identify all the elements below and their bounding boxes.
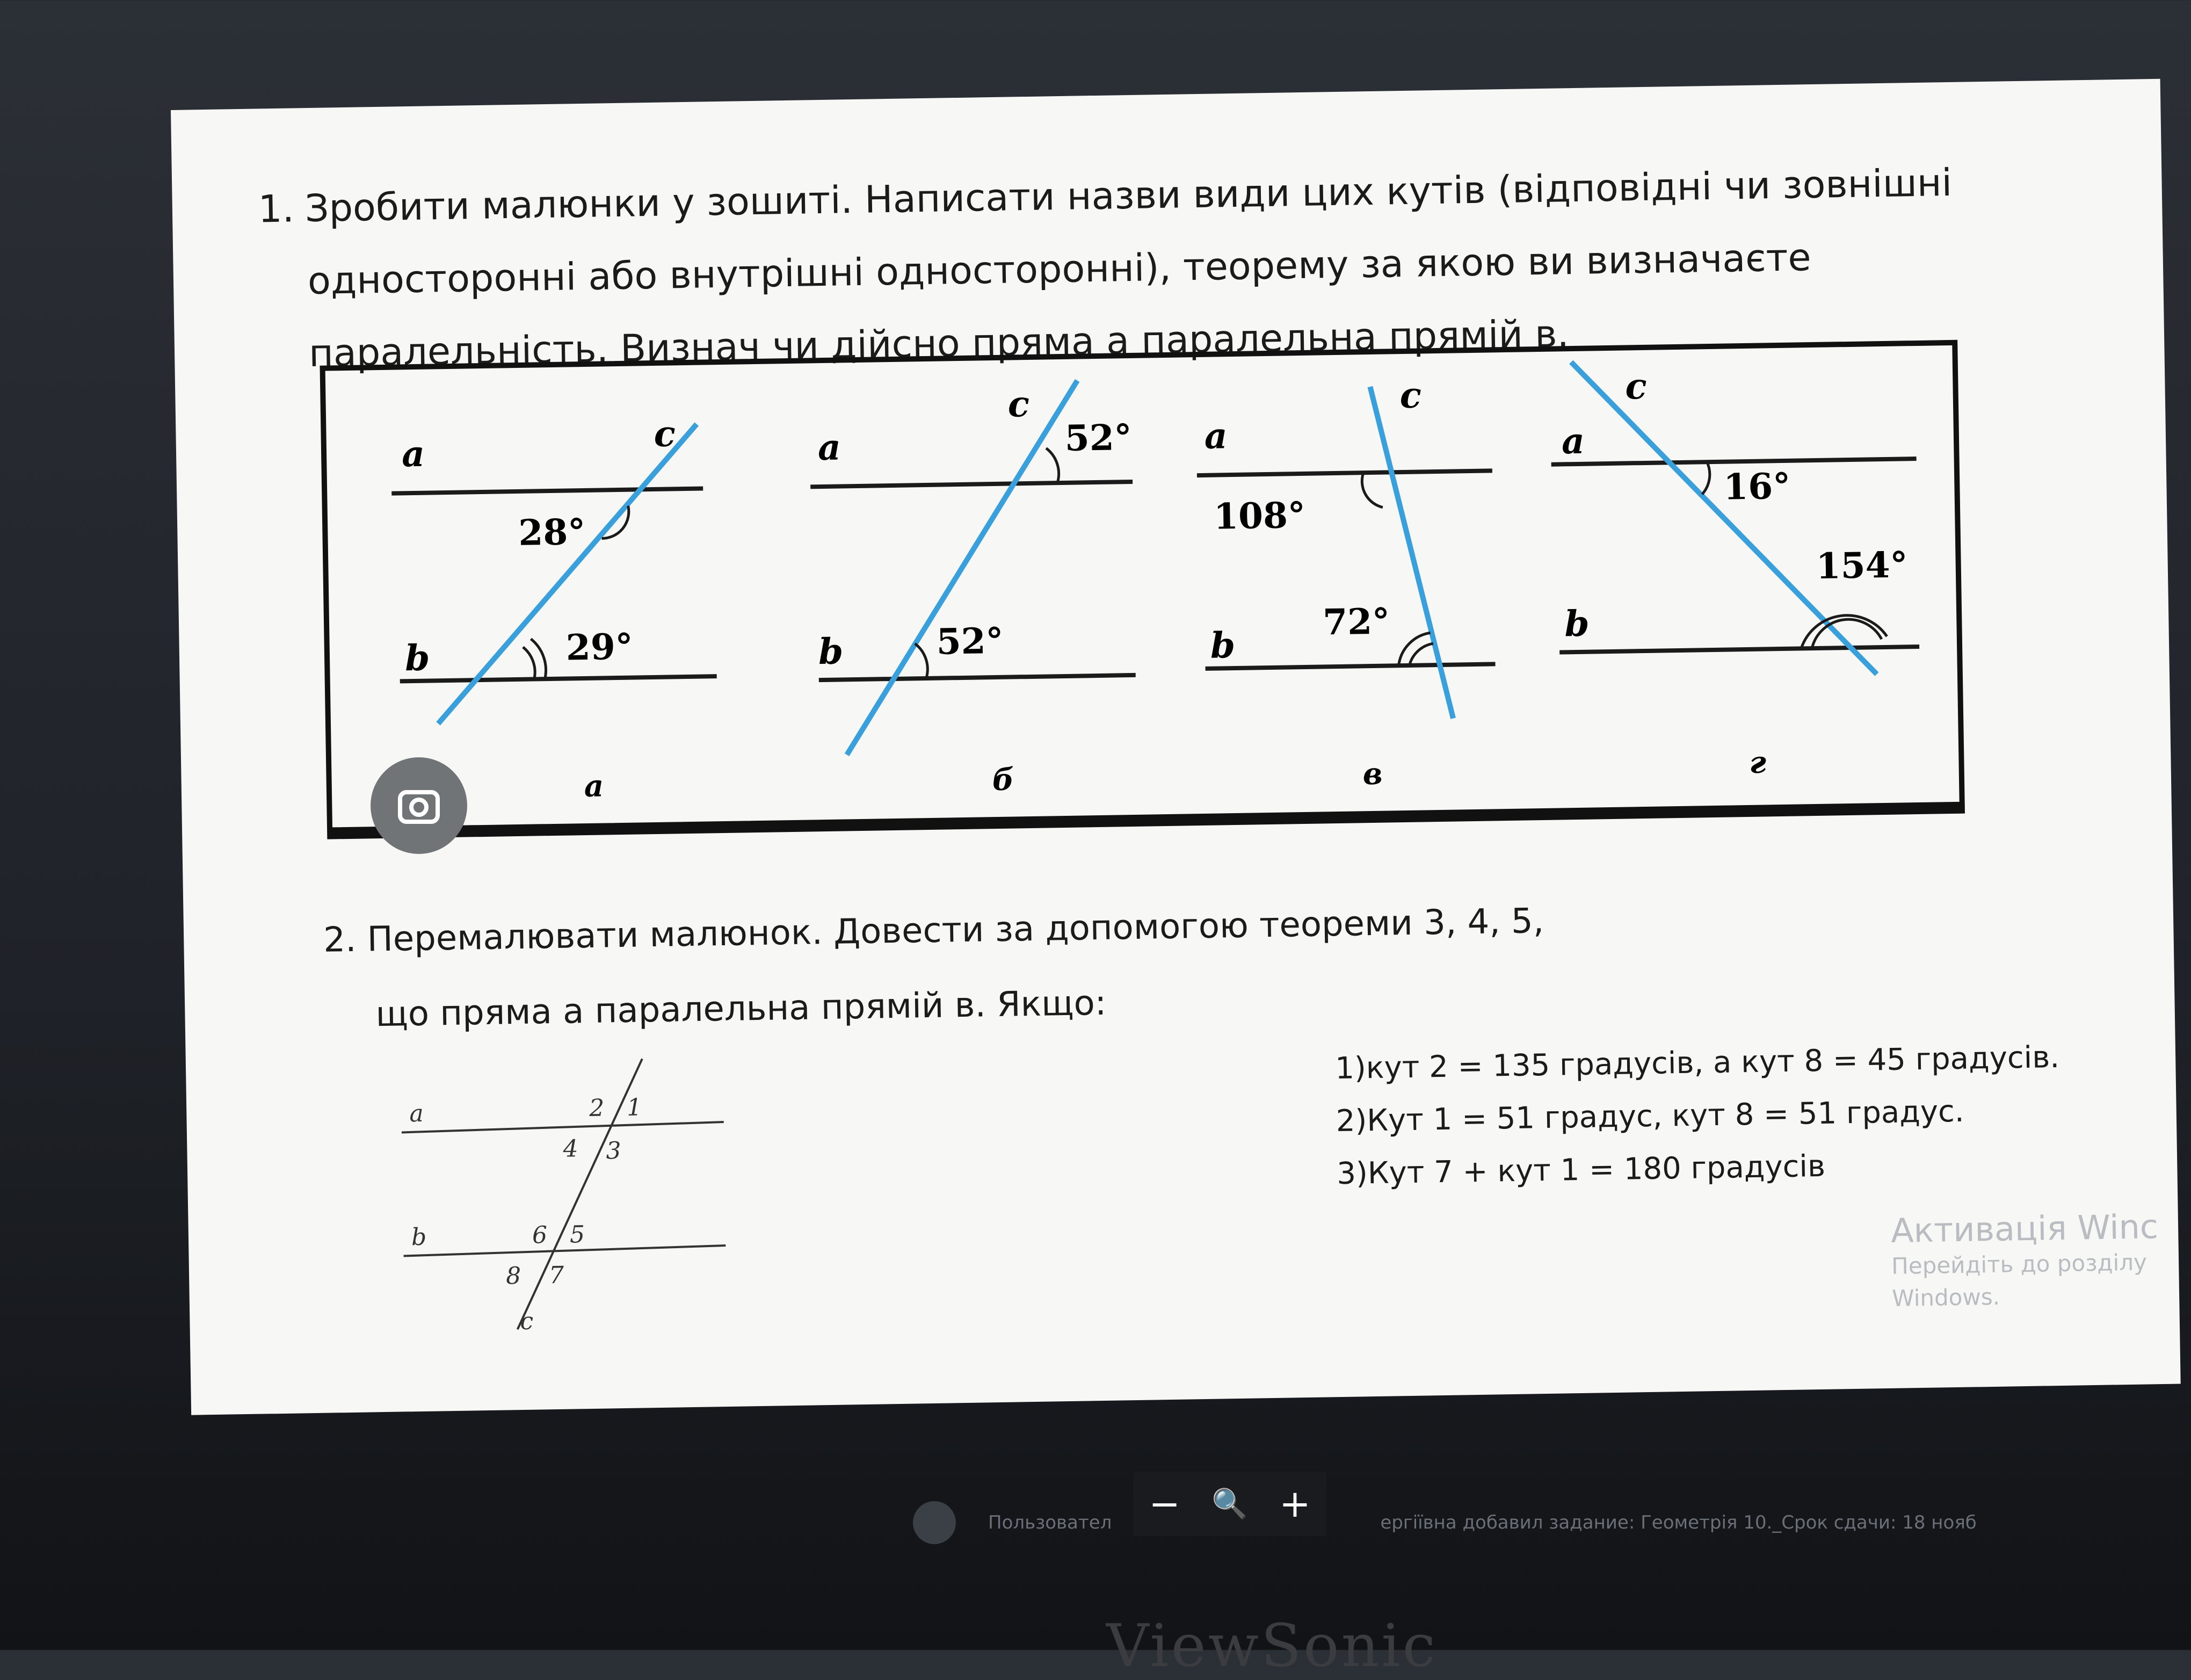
condition-1: 1)кут 2 = 135 градусів, а кут 8 = 45 градусів. xyxy=(1334,1039,2060,1087)
line-a xyxy=(1551,459,1917,465)
task2-text xyxy=(323,884,1546,1053)
figure-c xyxy=(1195,373,1497,794)
zoom-toolbar xyxy=(1133,1472,1326,1536)
diagram2-label-c: c xyxy=(520,1307,534,1336)
zoom-icon[interactable]: 🔍 xyxy=(1211,1487,1248,1520)
angle-2: 2 xyxy=(589,1094,605,1122)
angle-top: 16° xyxy=(1723,465,1791,508)
angle-1: 1 xyxy=(626,1094,642,1121)
figures-svg xyxy=(325,345,1960,816)
status-bar xyxy=(913,1504,1987,1541)
line-b xyxy=(1559,647,1919,653)
label-b: b xyxy=(404,636,430,679)
line-b xyxy=(1206,664,1496,668)
monitor-brand-logo: ViewSonic xyxy=(1106,1611,1438,1680)
figures-frame xyxy=(320,340,1965,839)
zoom-out-button[interactable]: − xyxy=(1149,1482,1180,1526)
figure-b xyxy=(809,380,1137,800)
angle-3: 3 xyxy=(606,1137,621,1165)
label-b: b xyxy=(818,630,844,673)
status-right-text: ергіївна добавил задание: Геометрія 10._Срок сдачи: 18 нояб xyxy=(1380,1512,1977,1533)
line-c xyxy=(1370,386,1453,720)
caption-a: а xyxy=(584,768,604,805)
label-c: c xyxy=(653,412,676,455)
task1-line1: Зробити малюнки у зошиті. Написати назви види цих кутів (відповідні чи зовнішні xyxy=(304,160,1953,231)
condition-2: 2)Кут 1 = 51 градус, кут 8 = 51 градус. xyxy=(1336,1094,1965,1139)
line-a xyxy=(391,489,703,494)
angle-bottom: 29° xyxy=(565,625,634,669)
diagram2-line-a xyxy=(402,1122,724,1132)
angle-bottom: 72° xyxy=(1322,600,1390,643)
label-b: b xyxy=(1564,602,1590,645)
label-c: c xyxy=(1399,374,1422,417)
watermark-line2: Перейдіть до розділу xyxy=(1891,1249,2148,1279)
line-c xyxy=(1571,357,1877,679)
angle-6: 6 xyxy=(532,1221,548,1249)
caption-b: б xyxy=(992,762,1014,798)
conditions-list xyxy=(1335,1031,2062,1200)
angle-top: 28° xyxy=(518,510,586,554)
diagram2-line-b xyxy=(403,1245,726,1256)
label-a: a xyxy=(401,432,425,475)
diagram2-label-a: a xyxy=(409,1099,424,1128)
zoom-in-button[interactable]: + xyxy=(1279,1482,1311,1526)
angle-bottom: 52° xyxy=(936,619,1004,663)
angle-4: 4 xyxy=(563,1135,578,1163)
angle-8: 8 xyxy=(505,1262,521,1290)
line-a xyxy=(1197,470,1492,475)
task2-line2: що пряма а паралельна прямій в. Якщо: xyxy=(375,983,1107,1035)
caption-c: в xyxy=(1362,756,1383,792)
label-a: a xyxy=(1561,419,1585,462)
angle-bottom: 154° xyxy=(1816,544,1909,587)
avatar xyxy=(913,1501,956,1544)
task1-line3: паралельність. Визнач чи дійсно пряма а паралельна прямій в. xyxy=(308,312,1570,376)
condition-3: 3)Кут 7 + кут 1 = 180 градусів xyxy=(1336,1148,1826,1192)
camera-icon xyxy=(392,779,446,832)
line-c xyxy=(841,381,1083,755)
line-a xyxy=(810,482,1133,487)
watermark-line3: Windows. xyxy=(1891,1283,2000,1312)
diagram2-label-b: b xyxy=(411,1223,427,1251)
diagram2-svg xyxy=(379,1046,792,1353)
figure-a xyxy=(390,412,719,807)
worksheet-page xyxy=(171,79,2181,1415)
watermark-title: Активація Winc xyxy=(1890,1207,2159,1250)
status-left-text: Пользовател xyxy=(988,1512,1112,1533)
windows-activation-watermark xyxy=(1891,1207,2160,1315)
label-a: a xyxy=(1204,415,1228,457)
line-b xyxy=(819,675,1136,680)
label-a: a xyxy=(817,426,841,469)
angle-top: 52° xyxy=(1064,416,1133,459)
label-c: c xyxy=(1007,382,1030,425)
task2-line1: 2. Перемалювати малюнок. Довести за допомогою теореми 3, 4, 5, xyxy=(323,901,1544,960)
caption-d: г xyxy=(1749,744,1767,780)
line-b xyxy=(400,676,717,681)
angle-5: 5 xyxy=(569,1221,585,1249)
label-c: c xyxy=(1624,365,1648,408)
figure-d xyxy=(1550,357,1921,784)
angle-top: 108° xyxy=(1213,494,1306,538)
angle-7: 7 xyxy=(548,1261,564,1290)
lens-camera-button[interactable] xyxy=(371,757,467,854)
label-b: b xyxy=(1210,624,1236,667)
task1-line2: односторонні або внутрішні односторонні), теорему за якою ви визначаєте xyxy=(307,235,1812,303)
task1-number: 1. xyxy=(258,186,295,231)
